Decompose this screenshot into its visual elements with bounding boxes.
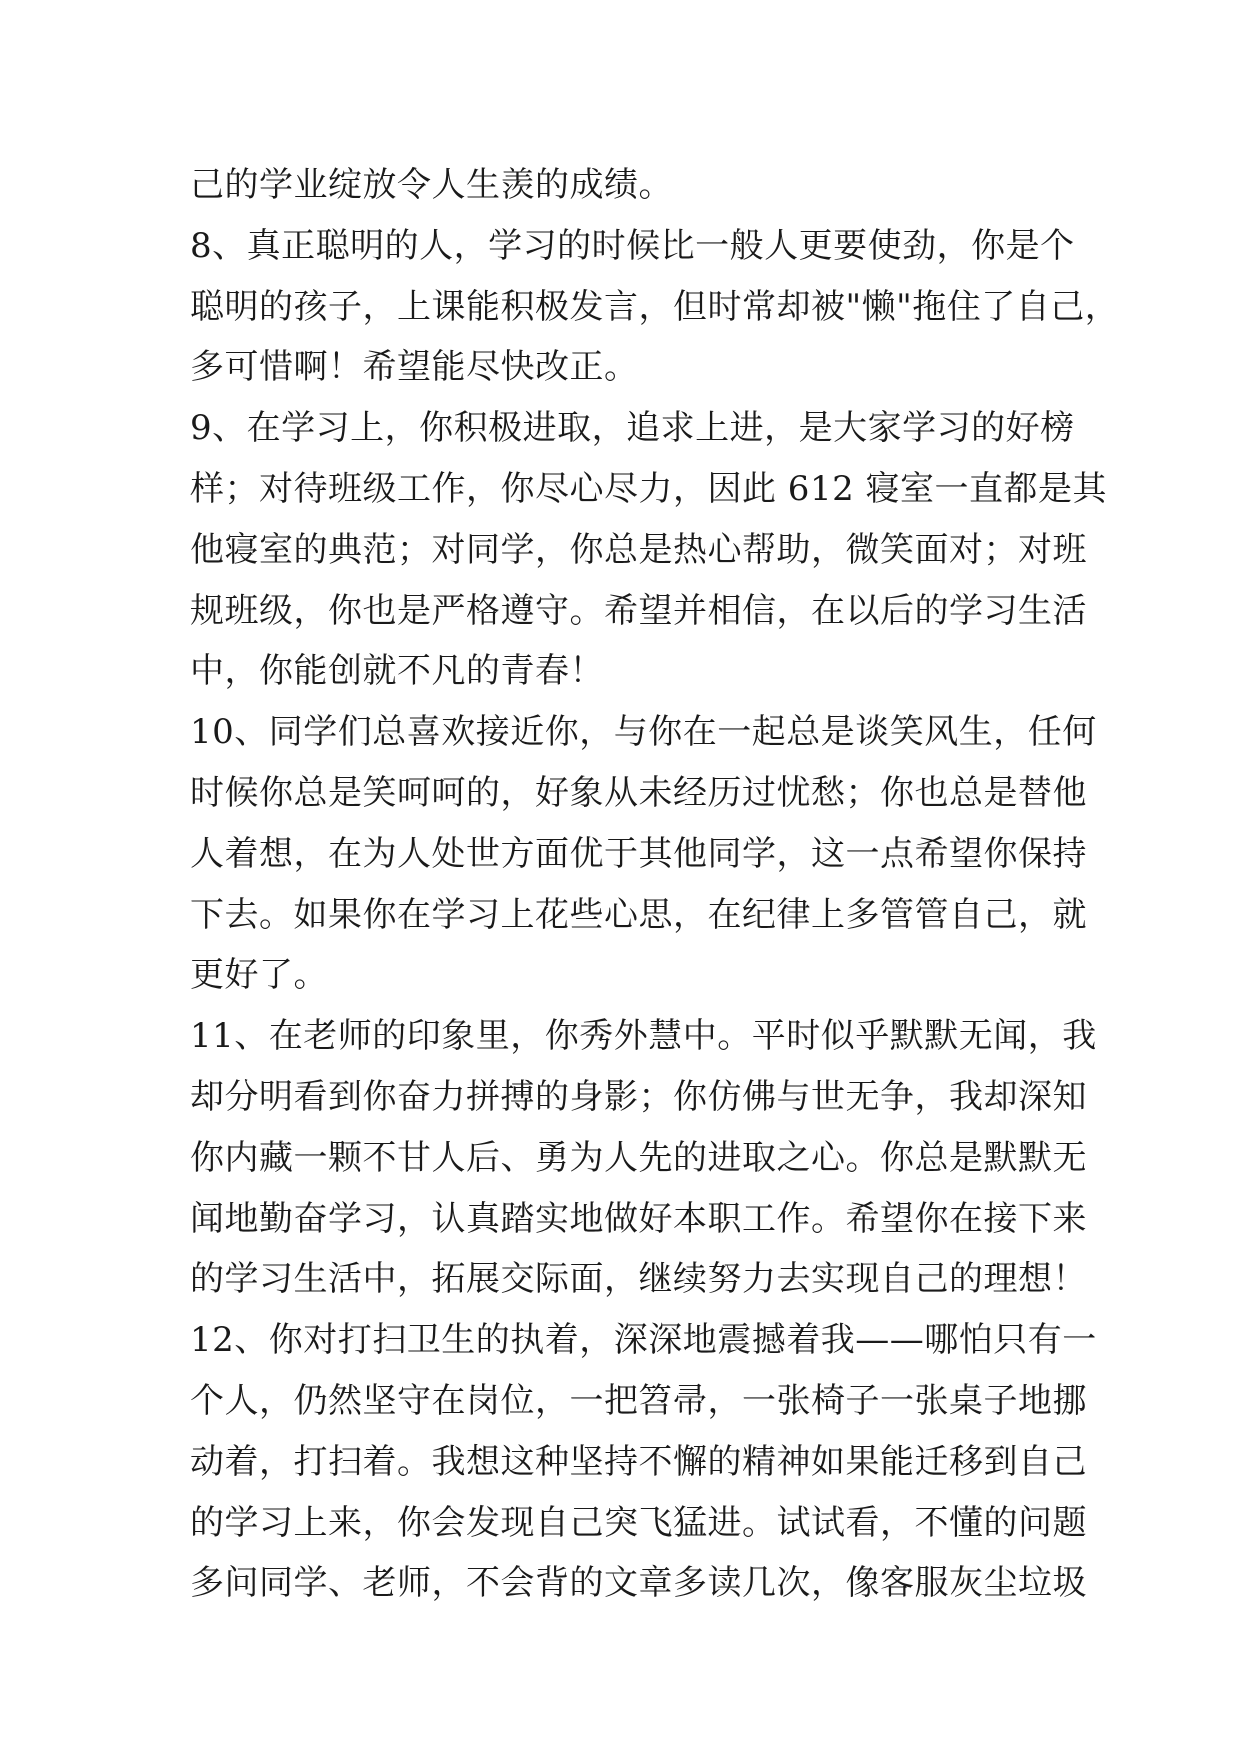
text-line: 的学习上来，你会发现自己突飞猛进。试试看，不懂的问题 bbox=[190, 1502, 1087, 1543]
text-line: 他寝室的典范；对同学，你总是热心帮助，微笑面对；对班 bbox=[190, 529, 1087, 570]
text-line: 闻地勤奋学习，认真踏实地做好本职工作。希望你在接下来 bbox=[190, 1198, 1087, 1239]
text-line: 时候你总是笑呵呵的，好象从未经历过忧愁；你也总是替他 bbox=[190, 772, 1087, 813]
text-line: 11、在老师的印象里，你秀外慧中。平时似乎默默无闻，我 bbox=[190, 1016, 1097, 1057]
text-line: 多问同学、老师，不会背的文章多读几次，像客服灰尘垃圾 bbox=[190, 1563, 1087, 1604]
text-line: 9、在学习上，你积极进取，追求上进，是大家学习的好榜 bbox=[190, 408, 1075, 449]
text-line: 动着，打扫着。我想这种坚持不懈的精神如果能迁移到自己 bbox=[190, 1441, 1087, 1482]
text-line: 个人，仍然坚守在岗位，一把笤帚，一张椅子一张桌子地挪 bbox=[190, 1380, 1087, 1421]
text-line: 却分明看到你奋力拼搏的身影；你仿佛与世无争，我却深知 bbox=[190, 1076, 1087, 1117]
text-line: 下去。如果你在学习上花些心思，在纪律上多管管自己，就 bbox=[190, 894, 1087, 935]
text-line: 规班级，你也是严格遵守。希望并相信，在以后的学习生活 bbox=[190, 590, 1087, 631]
document-body bbox=[190, 155, 1120, 1614]
text-line: 8、真正聪明的人，学习的时候比一般人更要使劲，你是个 bbox=[190, 225, 1075, 266]
text-line: 12、你对打扫卫生的执着，深深地震撼着我——哪怕只有一 bbox=[190, 1320, 1097, 1361]
text-line: 你内藏一颗不甘人后、勇为人先的进取之心。你总是默默无 bbox=[190, 1137, 1087, 1178]
text-line: 聪明的孩子，上课能积极发言，但时常却被"懒"拖住了自己， bbox=[190, 286, 1120, 327]
text-line: 的学习生活中，拓展交际面，继续努力去实现自己的理想！ bbox=[190, 1259, 1087, 1300]
text-line: 样；对待班级工作，你尽心尽力，因此 612 寝室一直都是其 bbox=[190, 468, 1108, 509]
text-line: 多可惜啊！希望能尽快改正。 bbox=[190, 347, 639, 388]
text-line: 己的学业绽放令人生羡的成绩。 bbox=[190, 165, 673, 205]
text-line: 中，你能创就不凡的青春！ bbox=[190, 651, 604, 692]
text-line: 更好了。 bbox=[190, 955, 328, 996]
text-line: 10、同学们总喜欢接近你，与你在一起总是谈笑风生，任何 bbox=[190, 712, 1097, 753]
text-line: 人着想，在为人处世方面优于其他同学，这一点希望你保持 bbox=[190, 833, 1087, 874]
